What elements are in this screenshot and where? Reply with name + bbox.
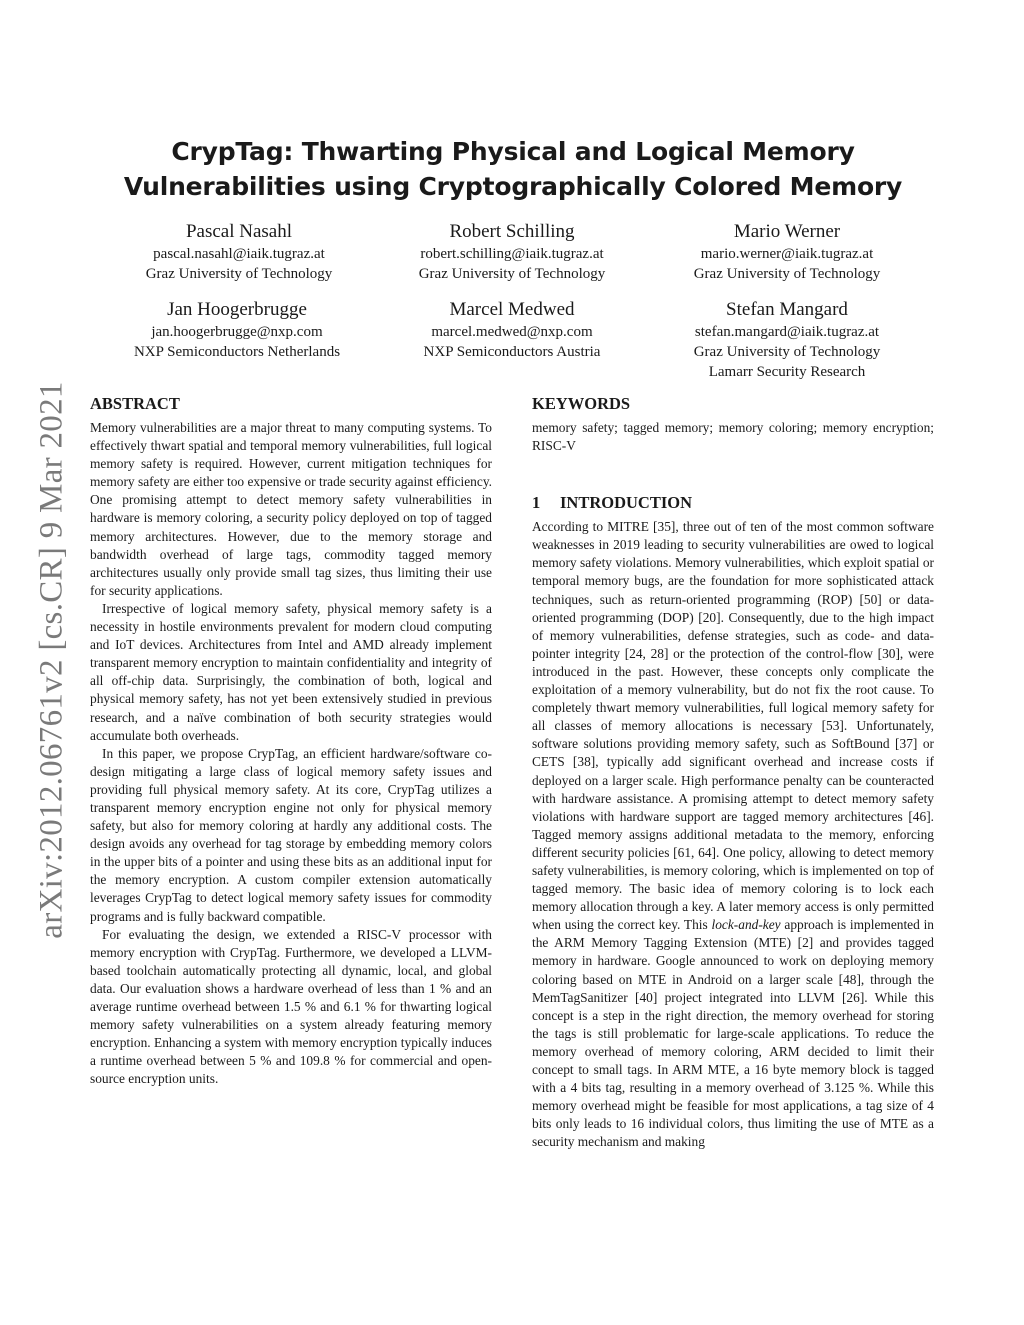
arxiv-identifier-text: arXiv:2012.06761v2 [cs.CR] 9 Mar 2021 — [33, 381, 70, 939]
section-number: 1 — [532, 493, 541, 513]
introduction-emphasis: lock-and-key — [711, 917, 781, 933]
title-line-1: CrypTag: Thwarting Physical and Logical Memory — [171, 137, 855, 166]
author-block-1 — [89, 220, 389, 284]
author-name: Stefan Mangard — [726, 299, 848, 320]
author-block-2 — [362, 220, 662, 284]
author-block-3 — [637, 220, 937, 284]
right-column — [532, 393, 934, 1151]
author-affiliation: Graz University of Technology — [145, 266, 333, 282]
author-email: stefan.mangard@iaik.tugraz.at — [694, 324, 880, 340]
author-affiliation: NXP Semiconductors Austria — [423, 344, 601, 360]
abstract-paragraph-2: Irrespective of logical memory safety, physical memory safety is a necessity in hostile environments prevalent for modern cloud computing and IoT devices. Architectures from Intel and AMD already implement transparent memory encryption to maintain confidentiality and integrity of all off-chip data. Surprisingly, the combination of both, logical and physical memory safety, has not yet been extensively studied in previous research, and a naïve combination of both security strategies would accumulate both overheads. — [90, 600, 492, 743]
left-column — [90, 393, 492, 1088]
paper-title — [90, 134, 936, 204]
introduction-paragraph — [532, 518, 934, 1151]
author-affiliation-secondary: Lamarr Security Research — [708, 364, 866, 380]
introduction-heading — [532, 492, 934, 514]
abstract-paragraph-3: In this paper, we propose CrypTag, an efficient hardware/software co-design mitigating a large class of logical memory safety issues and providing full physical memory safety. At its core, CrypTag utilizes a transparent memory encryption engine not only for physical memory safety, but also for memory coloring at hardly any additional costs. The design avoids any overhead for tag storage by embedding memory colors in the upper bits of a pointer and using these bits as an additional input for the memory encryption. A custom compiler extension automatically leverages CrypTag to detect logical memory safety issues for commodity programs and is fully backward compatible. — [90, 745, 492, 924]
keywords-text: memory safety; tagged memory; memory coloring; memory encryption; RISC-V — [532, 420, 934, 454]
author-email: mario.werner@iaik.tugraz.at — [700, 246, 874, 262]
author-name: Mario Werner — [733, 221, 841, 242]
author-name: Jan Hoogerbrugge — [167, 299, 307, 320]
author-block-6 — [637, 298, 937, 382]
abstract-heading: ABSTRACT — [90, 394, 180, 413]
author-email: marcel.medwed@nxp.com — [431, 324, 593, 340]
author-affiliation: Graz University of Technology — [418, 266, 606, 282]
title-line-2: Vulnerabilities using Cryptographically Colored Memory — [123, 172, 903, 201]
abstract-paragraph-4: For evaluating the design, we extended a RISC-V processor with memory encryption with CrypTag. Furthermore, we developed a LLVM-based toolchain automatically protecting all dynamic, local, and global data. Our evaluation shows a hardware overhead of less than 1 % and an average runtime overhead between 1.5 % and 6.1 % for thwarting logical memory safety vulnerabilities on a system already featuring memory encryption. Enhancing a system with memory encryption typically induces a runtime overhead between 5 % and 109.8 % for commercial and open-source encryption units. — [90, 926, 492, 1087]
author-affiliation: NXP Semiconductors Netherlands — [133, 344, 341, 360]
author-name: Marcel Medwed — [449, 299, 575, 320]
introduction-text-part-2: approach is implemented in the ARM Memory Tagging Extension (MTE) [2] and provides tagged memory in hardware. Google announced to work on deploying memory coloring based on MTE in Android on a larger scale [48], through the MemTagSanitizer [40] project integrated into LLVM [26]. While this concept is a step in the right direction, the memory overhead for storing the tags is still problematic for large-scale applications. To reduce the memory overhead of memory coloring, ARM decided to limit their concept to small tags. In ARM MTE, a 16 byte memory block is tagged with a 4 bits tag, resulting in a memory overhead of 3.125 %. While this memory overhead might be feasible for most applications, a tag size of 4 bits only leads to 16 individual colors, thus limiting the use of MTE as a security mechanism and making — [532, 917, 934, 1150]
section-title: INTRODUCTION — [560, 493, 693, 513]
author-block-4 — [87, 298, 387, 362]
author-block-5 — [362, 298, 662, 362]
author-affiliation: Graz University of Technology — [693, 344, 881, 360]
author-email: jan.hoogerbrugge@nxp.com — [151, 324, 323, 340]
introduction-text-part-1: According to MITRE [35], three out of ten of the most common software weaknesses in 2019 leading to security vulnerabilities are owed to logical memory safety violations. Memory vulnerabilities, which exploit spatial or temporal memory bugs, are the foundation for more sophisticated attack techniques, such as return-oriented programming (ROP) [50] or data-oriented programming (DOP) [20]. Consequently, due to the high impact of memory vulnerabilities, defense strategies, such as code- and data-pointer integrity [24, 28] or the protection of the control-flow [30], were introduced in the past. However, these concepts only complicate the exploitation of a memory vulnerability, but do not fix the root cause. To completely thwart memory vulnerabilities, full logical memory safety for all classes of memory allocations is necessary [53]. Unfortunately, software solutions providing memory safety, such as SoftBound [37] or CETS [38], typically add significant overhead and increase costs if deployed on a larger scale. High performance penalty can be counteracted with hardware assistance. A promising attempt to detect memory safety violations with hardware support are tagged memory architectures [46]. Tagged memory assigns additional metadata to the memory, enforcing different security policies [61, 64]. One policy, allowing to detect memory safety vulnerabilities, is memory coloring, which is implemented on top of tagged memory. The basic idea of memory coloring is to lock each memory allocation through a key. A later memory access is only permitted when using the correct key. This — [532, 519, 934, 933]
author-email: pascal.nasahl@iaik.tugraz.at — [153, 246, 325, 262]
author-name: Pascal Nasahl — [185, 221, 293, 242]
author-affiliation: Graz University of Technology — [693, 266, 881, 282]
abstract-paragraph-1: Memory vulnerabilities are a major threat to many computing systems. To effectively thwart spatial and temporal memory vulnerabilities, full logical memory safety is required. However, current mitigation techniques for memory safety are either too expensive or trade security against efficiency. One promising attempt to detect memory safety vulnerabilities in hardware is memory coloring, a security policy deployed on top of tagged memory architectures. However, due to the memory storage and bandwidth overhead of large tags, commodity tagged memory architectures usually only provide small tag sizes, thus limiting their use for security applications. — [90, 420, 492, 598]
author-email: robert.schilling@iaik.tugraz.at — [420, 246, 604, 262]
keywords-heading: KEYWORDS — [532, 394, 631, 413]
author-name: Robert Schilling — [449, 221, 575, 242]
